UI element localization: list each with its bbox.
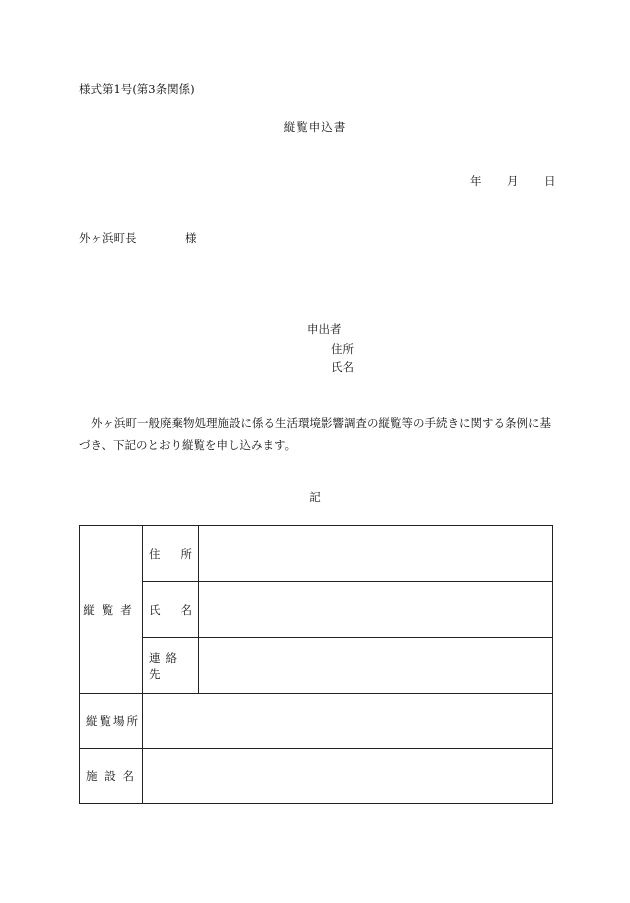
ki-heading: 記 [309,490,321,504]
applicant-label: 申出者 [307,322,342,336]
addressee-name: 外ヶ浜町長 [79,231,137,245]
viewer-name-label [143,582,199,638]
viewer-address-field[interactable] [199,526,553,582]
addressee-honorific: 様 [185,231,197,245]
table-row [80,638,553,694]
facility-label [80,749,143,804]
date-line [470,176,556,188]
table-row [80,526,553,582]
viewer-name-field[interactable] [199,582,553,638]
applicant-name-label: 氏名 [331,360,354,374]
viewer-address-label [143,526,199,582]
label-char: 氏 [149,602,161,617]
application-table [79,525,553,804]
document-title: 縦覧申込書 [283,120,347,134]
viewer-contact-field[interactable] [199,638,553,694]
facility-field[interactable] [143,749,553,804]
place-field[interactable] [143,694,553,749]
viewer-group-label: 縦覧者 [80,526,143,694]
date-day-label: 日 [544,174,556,188]
label-char: 名 [180,602,192,617]
viewer-contact-label: 連絡先 [143,638,199,694]
label-char: 住 [149,546,161,561]
body-text: 外ヶ浜町一般廃棄物処理施設に係る生活環境影響調査の縦覧等の手続きに関する条例に基づき、下記のとおり縦覧を申し込みます。 [79,416,551,452]
date-year-label: 年 [470,174,482,188]
label-char: 名 [122,769,134,783]
place-label: 縦覧場所 [80,694,143,749]
applicant-address-label: 住所 [331,342,354,356]
date-month-label: 月 [507,174,519,188]
label-char: 所 [180,546,192,561]
label-char: 設 [104,769,116,783]
form-number: 様式第1号(第3条関係) [79,82,195,96]
table-row [80,694,553,749]
table-row [80,582,553,638]
table-row [80,749,553,804]
label-char: 施 [86,769,98,783]
